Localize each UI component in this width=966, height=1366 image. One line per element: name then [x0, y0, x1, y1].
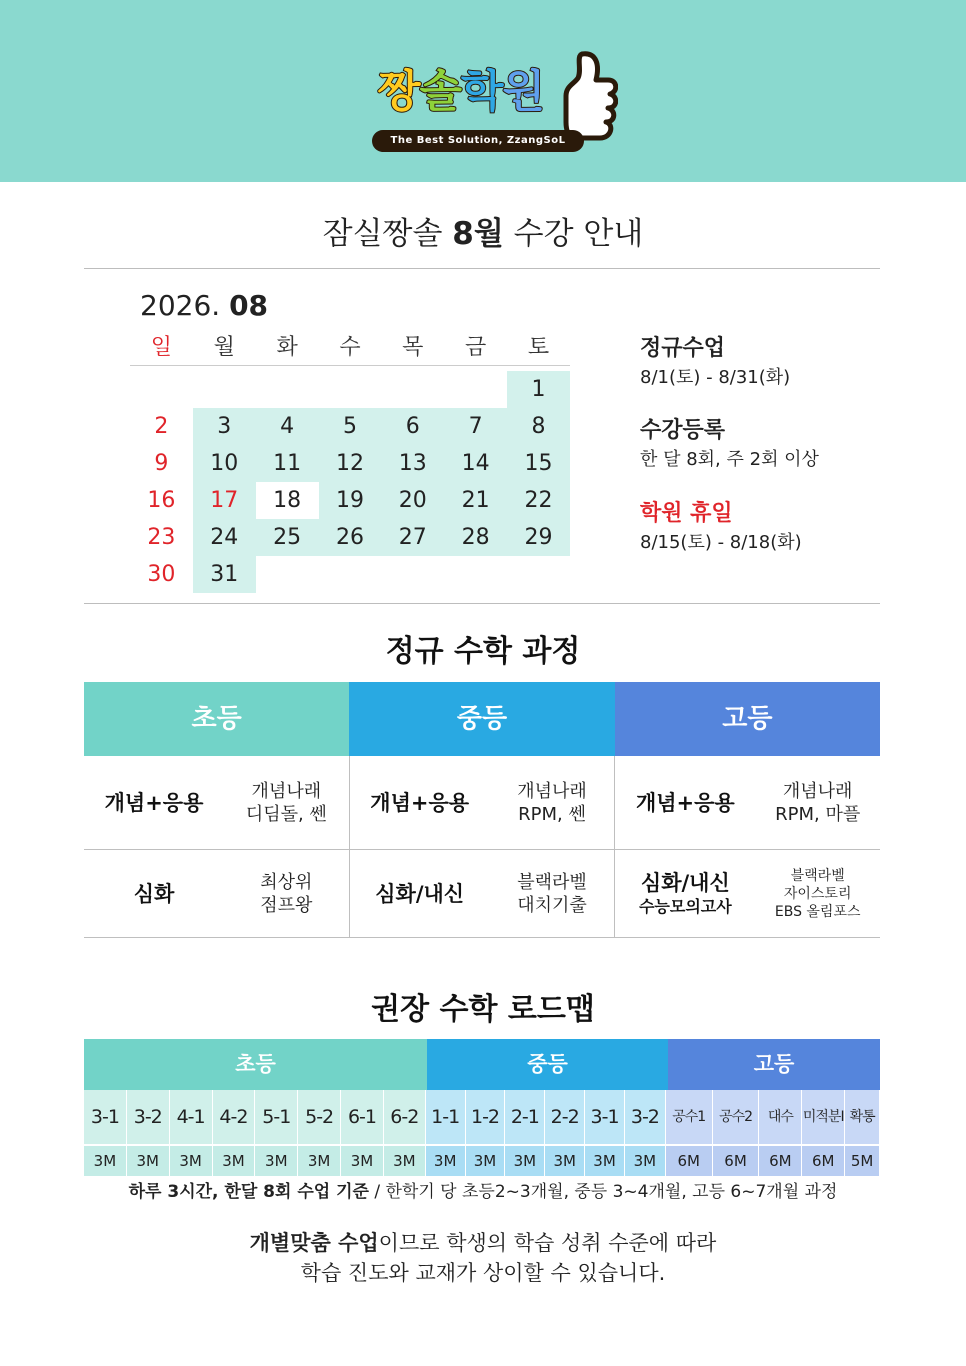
- divider: [84, 603, 880, 604]
- roadmap-duration: 3M: [213, 1146, 256, 1176]
- calendar-day: [193, 371, 256, 408]
- calendar-day: 24: [193, 519, 256, 556]
- calendar-day: [319, 371, 382, 408]
- calendar-day: [319, 556, 382, 593]
- calendar-week: [130, 519, 570, 556]
- roadmap-duration: 3M: [127, 1146, 170, 1176]
- calendar-day: 27: [381, 519, 444, 556]
- footer-notice: 개별맞춤 수업이므로 학생의 학습 성취 수준에 따라 학습 진도와 교재가 상이할 수 있습니다.: [249, 1231, 717, 1285]
- weekday-label: 화: [276, 335, 298, 360]
- calendar-day: 19: [319, 482, 382, 519]
- book-title: 개념나래: [251, 780, 322, 802]
- roadmap-course: 1-2: [466, 1090, 506, 1144]
- calendar-day: 10: [193, 445, 256, 482]
- roadmap-level-middle: 중등: [427, 1039, 668, 1090]
- calendar-day: 3: [193, 408, 256, 445]
- calendar-week: [130, 408, 570, 445]
- roadmap-duration: 6M: [759, 1146, 802, 1176]
- course-cell: [84, 756, 350, 849]
- calendar-day: 17: [193, 482, 256, 519]
- roadmap-course-row: [84, 1090, 880, 1144]
- book-title: 블랙라벨: [517, 871, 587, 893]
- calendar-day: 16: [147, 488, 176, 513]
- calendar-day: [256, 556, 319, 593]
- book-title: 점프왕: [260, 894, 313, 916]
- calendar-day: 22: [507, 482, 570, 519]
- course-cell: [84, 850, 350, 937]
- roadmap-duration: 3M: [384, 1146, 426, 1176]
- calendar-day: 2: [154, 414, 169, 439]
- level-middle: 중등: [349, 682, 614, 756]
- info-registration: [640, 416, 819, 474]
- calendar-week: [130, 482, 570, 519]
- roadmap-duration: 3M: [545, 1146, 585, 1176]
- roadmap-course: 1-1: [426, 1090, 466, 1144]
- roadmap-duration-row: [84, 1146, 880, 1176]
- calendar-day: [381, 556, 444, 593]
- info-text: 8/1(토) - 8/31(화): [640, 367, 791, 388]
- calendar-week: [130, 445, 570, 482]
- info-title: 수강등록: [640, 418, 726, 443]
- logo-tagline: The Best Solution, ZzangSoL: [372, 130, 584, 152]
- info-regular-class: [640, 334, 790, 392]
- roadmap-course: 2-2: [545, 1090, 585, 1144]
- roadmap-duration: 3M: [341, 1146, 384, 1176]
- book-title: 최상위: [260, 871, 313, 893]
- calendar-day: 9: [154, 451, 169, 476]
- course-section-title: 정규 수학 과정: [385, 634, 581, 669]
- level-high: 고등: [615, 682, 880, 756]
- calendar-day: [381, 371, 444, 408]
- calendar-week: [130, 556, 570, 593]
- roadmap-duration: 3M: [585, 1146, 625, 1176]
- calendar-day: 25: [256, 519, 319, 556]
- calendar-day: 29: [507, 519, 570, 556]
- calendar-day: 15: [507, 445, 570, 482]
- calendar-day: 12: [319, 445, 382, 482]
- divider: [84, 268, 880, 269]
- header-banner: [0, 0, 966, 182]
- course-table-header: [84, 682, 880, 756]
- roadmap-level-elementary: 초등: [84, 1039, 427, 1090]
- roadmap-duration: 3M: [298, 1146, 341, 1176]
- info-holiday: [640, 499, 802, 557]
- roadmap-duration: 6M: [666, 1146, 713, 1176]
- weekday-label: 금: [465, 335, 487, 360]
- roadmap-duration: 3M: [255, 1146, 298, 1176]
- logo-wordmark: 짱솔학원: [378, 66, 545, 117]
- roadmap-duration: 3M: [625, 1146, 666, 1176]
- roadmap-course: 대수: [759, 1090, 802, 1144]
- course-row: [84, 756, 880, 850]
- calendar-day: 8: [507, 408, 570, 445]
- course-table: [84, 682, 880, 938]
- course-cell: [350, 756, 616, 849]
- calendar-day: [130, 371, 193, 408]
- calendar-day: 23: [147, 525, 176, 550]
- roadmap-level-high: 고등: [668, 1039, 880, 1090]
- calendar-day: 20: [381, 482, 444, 519]
- calendar-day: 1: [507, 371, 570, 408]
- calendar-day: 31: [193, 556, 256, 593]
- calendar-day: 21: [444, 482, 507, 519]
- calendar-day: 6: [381, 408, 444, 445]
- calendar-day: 4: [256, 408, 319, 445]
- book-title: 자이스토리: [783, 885, 852, 902]
- book-title: EBS 올림포스: [774, 903, 861, 920]
- roadmap-course: 미적분I: [802, 1090, 845, 1144]
- roadmap-duration: 3M: [426, 1146, 466, 1176]
- calendar-year-month: 2026. 08: [140, 289, 269, 322]
- course-books: [224, 780, 349, 826]
- course-books: [755, 780, 880, 826]
- info-text: 한 달 8회, 주 2회 이상: [640, 449, 819, 470]
- calendar-week: [130, 371, 570, 408]
- calendar-day: 13: [381, 445, 444, 482]
- calendar-day: 5: [319, 408, 382, 445]
- info-title: 정규수업: [640, 336, 726, 361]
- book-title: RPM, 마플: [775, 803, 861, 825]
- book-title: 블랙라벨: [790, 867, 845, 884]
- weekday-label: 월: [213, 335, 235, 360]
- calendar-day: 18: [273, 488, 302, 513]
- weekday-label: 수: [339, 335, 361, 360]
- calendar-day: 11: [256, 445, 319, 482]
- roadmap-duration: 3M: [84, 1146, 127, 1176]
- course-books: [755, 867, 880, 921]
- roadmap-course: 5-2: [298, 1090, 341, 1144]
- roadmap-course: 5-1: [255, 1090, 298, 1144]
- roadmap-duration: 6M: [713, 1146, 760, 1176]
- level-elementary: 초등: [84, 682, 349, 756]
- course-stage-label: 심화/내신: [375, 881, 465, 906]
- book-title: 대치기출: [517, 894, 587, 916]
- roadmap-duration: 6M: [802, 1146, 845, 1176]
- course-cell: [350, 850, 616, 937]
- roadmap-section-title: 권장 수학 로드맵: [371, 992, 595, 1027]
- weekday-label: 토: [527, 335, 550, 360]
- page-title: 잠실짱솔 8월 수강 안내: [322, 216, 644, 252]
- course-stage-label: 심화: [133, 881, 175, 906]
- book-title: 개념나래: [517, 780, 587, 802]
- roadmap-course: 확통: [845, 1090, 880, 1144]
- roadmap-course: 공수1: [666, 1090, 713, 1144]
- info-title: 학원 휴일: [640, 501, 733, 526]
- roadmap-course: 3-2: [127, 1090, 170, 1144]
- course-cell: [615, 850, 880, 937]
- academy-logo[interactable]: [372, 50, 622, 155]
- roadmap-duration: 3M: [466, 1146, 506, 1176]
- course-stage-label: 심화/내신 수능모의고사: [638, 870, 732, 916]
- calendar: [130, 330, 570, 593]
- book-title: RPM, 쎈: [518, 803, 586, 825]
- schedule-note: 하루 3시간, 한달 8회 수업 기준 / 한학기 당 초등2~3개월, 중등 3~4개월, 고등 6~7개월 과정: [128, 1182, 838, 1202]
- course-books: [224, 871, 349, 917]
- roadmap-course: 4-2: [213, 1090, 256, 1144]
- roadmap-course: 3-1: [585, 1090, 625, 1144]
- roadmap-course: 6-1: [341, 1090, 384, 1144]
- roadmap-course: 6-2: [384, 1090, 426, 1144]
- course-row: [84, 850, 880, 938]
- weekday-label: 일: [150, 335, 173, 360]
- calendar-day: [444, 371, 507, 408]
- roadmap-table: [84, 1039, 880, 1176]
- calendar-day: 14: [444, 445, 507, 482]
- roadmap-duration: 3M: [170, 1146, 213, 1176]
- calendar-day: [507, 556, 570, 593]
- calendar-weekday-header: [130, 330, 570, 366]
- info-text: 8/15(토) - 8/18(화): [640, 532, 802, 553]
- weekday-label: 목: [402, 335, 424, 360]
- calendar-day: [256, 371, 319, 408]
- course-stage-label: 개념+응용: [635, 790, 735, 815]
- roadmap-course: 2-1: [505, 1090, 545, 1144]
- book-title: 디딤돌, 쎈: [245, 803, 327, 825]
- roadmap-duration: 5M: [845, 1146, 880, 1176]
- calendar-day: 28: [444, 519, 507, 556]
- roadmap-course: 3-1: [84, 1090, 127, 1144]
- calendar-day: [444, 556, 507, 593]
- roadmap-course: 공수2: [713, 1090, 760, 1144]
- book-title: 개념나래: [782, 780, 853, 802]
- roadmap-header: [84, 1039, 880, 1090]
- course-stage-label: 개념+응용: [370, 790, 470, 815]
- calendar-day: 26: [319, 519, 382, 556]
- calendar-day: 7: [444, 408, 507, 445]
- course-stage-label: 개념+응용: [104, 790, 204, 815]
- course-books: [490, 871, 615, 917]
- course-books: [490, 780, 615, 826]
- roadmap-duration: 3M: [505, 1146, 545, 1176]
- roadmap-course: 3-2: [625, 1090, 666, 1144]
- calendar-day: 30: [147, 562, 176, 587]
- course-cell: [615, 756, 880, 849]
- roadmap-course: 4-1: [170, 1090, 213, 1144]
